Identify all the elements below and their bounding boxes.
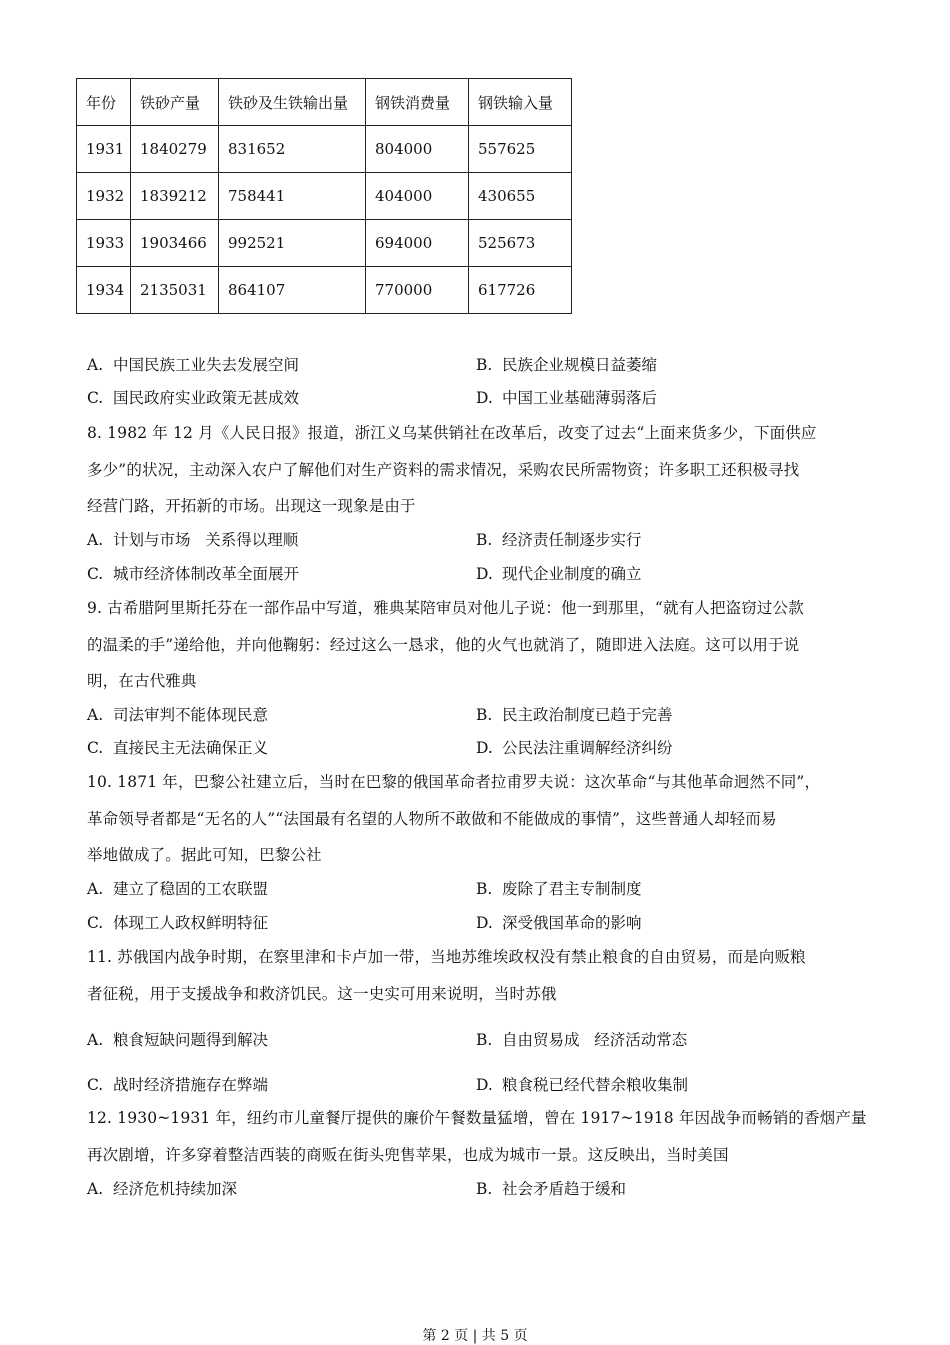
table-cell: 557625 (469, 126, 572, 173)
option-label: A. (87, 531, 104, 549)
q8-stem-line: 8. 1982 年 12 月《人民日报》报道，浙江义乌某供销社在改革后，改变了过去“上面来货多少，下面供应 (87, 424, 817, 442)
option-text: 粮食短缺问题得到解决 (113, 1031, 269, 1049)
table-row (77, 173, 572, 220)
option-text: 直接民主无法确保正义 (113, 739, 269, 757)
table-row (77, 267, 572, 314)
table-row (77, 126, 572, 173)
option-label: A. (87, 356, 104, 374)
q11-stem-line: 11. 苏俄国内战争时期，在察里津和卡卢加一带，当地苏维埃政权没有禁止粮食的自由贸易，而是向贩粮 (87, 948, 806, 966)
page-footer: 第 2 页 | 共 5 页 (422, 1328, 528, 1344)
table-header-row (77, 79, 572, 126)
option-label: C. (87, 914, 104, 932)
option-text: 社会矛盾趋于缓和 (502, 1180, 627, 1198)
q11-stem-line: 者征税，用于支援战争和救济饥民。这一史实可用来说明，当时苏俄 (87, 985, 557, 1003)
iron-steel-table (76, 78, 572, 314)
q9-option-a (87, 703, 268, 725)
q7-option-d (476, 386, 657, 408)
q10-stem-line: 10. 1871 年，巴黎公社建立后，当时在巴黎的俄国革命者拉甫罗夫说：这次革命“与其他革命迥然不同”， (87, 773, 821, 791)
q11-option-a (87, 1028, 268, 1050)
option-label: A. (87, 706, 104, 724)
option-text: 中国民族工业失去发展空间 (113, 356, 300, 374)
option-label: A. (87, 1180, 104, 1198)
q10-option-d (476, 911, 642, 933)
table-header-cell: 钢铁消费量 (366, 79, 469, 126)
table-row (77, 220, 572, 267)
table-header-cell: 铁砂及生铁输出量 (219, 79, 366, 126)
table-cell: 770000 (366, 267, 469, 314)
option-label: B. (476, 1031, 493, 1049)
q11-option-b (476, 1028, 687, 1050)
table-cell: 2135031 (131, 267, 219, 314)
table-cell: 1933 (77, 220, 131, 267)
table-cell: 1934 (77, 267, 131, 314)
q7-option-a (87, 353, 299, 375)
q10-option-a (87, 877, 268, 899)
q8-option-a (87, 528, 298, 550)
q7-option-c (87, 386, 299, 408)
q8-stem-line: 经营门路，开拓新的市场。出现这一现象是由于 (87, 497, 416, 515)
q8-option-d (476, 562, 642, 584)
table-cell: 404000 (366, 173, 469, 220)
option-text: 自由贸易成 经济活动常态 (502, 1031, 688, 1049)
q12-stem-line: 再次剧增，许多穿着整洁西装的商贩在街头兜售苹果，也成为城市一景。这反映出，当时美国 (87, 1146, 729, 1164)
q8-option-c (87, 562, 299, 584)
q9-option-c (87, 736, 268, 758)
table-cell: 1932 (77, 173, 131, 220)
option-text: 体现工人政权鲜明特征 (113, 914, 269, 932)
option-label: B. (476, 706, 493, 724)
q10-stem-line: 举地做成了。据此可知，巴黎公社 (87, 846, 322, 864)
option-label: D. (476, 914, 493, 932)
option-label: B. (476, 356, 493, 374)
q7-option-b (476, 353, 657, 375)
option-label: C. (87, 565, 104, 583)
option-text: 粮食税已经代替余粮收集制 (502, 1076, 689, 1094)
option-text: 中国工业基础薄弱落后 (502, 389, 658, 407)
option-label: C. (87, 739, 104, 757)
q11-option-c (87, 1073, 268, 1095)
option-label: A. (87, 1031, 104, 1049)
q10-option-c (87, 911, 268, 933)
table-cell: 992521 (219, 220, 366, 267)
q9-stem-line: 9. 古希腊阿里斯托芬在一部作品中写道，雅典某陪审员对他儿子说：他一到那里，“就有人把盗窃过公款 (87, 599, 804, 617)
table-cell: 694000 (366, 220, 469, 267)
option-text: 现代企业制度的确立 (502, 565, 642, 583)
option-label: D. (476, 389, 493, 407)
option-label: D. (476, 565, 493, 583)
q12-stem-line: 12. 1930~1931 年，纽约市儿童餐厅提供的廉价午餐数量猛增，曾在 1917~1918 年因战争而畅销的香烟产量 (87, 1109, 867, 1127)
q10-stem-line: 革命领导者都是“无名的人”“法国最有名望的人物所不敢做和不能做成的事情”，这些普通人却轻而易 (87, 810, 777, 828)
option-text: 计划与市场 关系得以理顺 (113, 531, 299, 549)
option-label: C. (87, 389, 104, 407)
q8-stem-line: 多少”的状况，主动深入农户了解他们对生产资料的需求情况，采购农民所需物资；许多职工还积极寻找 (87, 461, 800, 479)
table-cell: 1840279 (131, 126, 219, 173)
q12-option-a (87, 1177, 237, 1199)
table-cell: 1903466 (131, 220, 219, 267)
table-cell: 1839212 (131, 173, 219, 220)
option-text: 经济危机持续加深 (113, 1180, 238, 1198)
table-cell: 617726 (469, 267, 572, 314)
option-text: 城市经济体制改革全面展开 (113, 565, 300, 583)
option-label: B. (476, 880, 493, 898)
q8-option-b (476, 528, 642, 550)
table-cell: 758441 (219, 173, 366, 220)
option-label: B. (476, 531, 493, 549)
q9-option-b (476, 703, 673, 725)
option-text: 司法审判不能体现民意 (113, 706, 269, 724)
option-label: A. (87, 880, 104, 898)
q12-option-b (476, 1177, 626, 1199)
q11-option-d (476, 1073, 688, 1095)
option-label: C. (87, 1076, 104, 1094)
option-label: D. (476, 1076, 493, 1094)
option-label: D. (476, 739, 493, 757)
option-text: 民主政治制度已趋于完善 (502, 706, 673, 724)
table-cell: 430655 (469, 173, 572, 220)
option-text: 公民法注重调解经济纠纷 (502, 739, 673, 757)
option-text: 经济责任制逐步实行 (502, 531, 642, 549)
q9-stem-line: 明，在古代雅典 (87, 672, 197, 690)
q9-stem-line: 的温柔的手”递给他，并向他鞠躬：经过这么一恳求，他的火气也就消了，随即进入法庭。这可以用于说 (87, 636, 800, 654)
table-cell: 864107 (219, 267, 366, 314)
table-cell: 831652 (219, 126, 366, 173)
option-text: 深受俄国革命的影响 (502, 914, 642, 932)
table-cell: 1931 (77, 126, 131, 173)
option-text: 建立了稳固的工农联盟 (113, 880, 269, 898)
option-label: B. (476, 1180, 493, 1198)
table-cell: 525673 (469, 220, 572, 267)
option-text: 战时经济措施存在弊端 (113, 1076, 269, 1094)
option-text: 废除了君主专制制度 (502, 880, 642, 898)
table-header-cell: 年份 (77, 79, 131, 126)
option-text: 民族企业规模日益萎缩 (502, 356, 658, 374)
table-header-cell: 铁砂产量 (131, 79, 219, 126)
q9-option-d (476, 736, 673, 758)
q10-option-b (476, 877, 642, 899)
option-text: 国民政府实业政策无甚成效 (113, 389, 300, 407)
table-cell: 804000 (366, 126, 469, 173)
table-header-cell: 钢铁输入量 (469, 79, 572, 126)
